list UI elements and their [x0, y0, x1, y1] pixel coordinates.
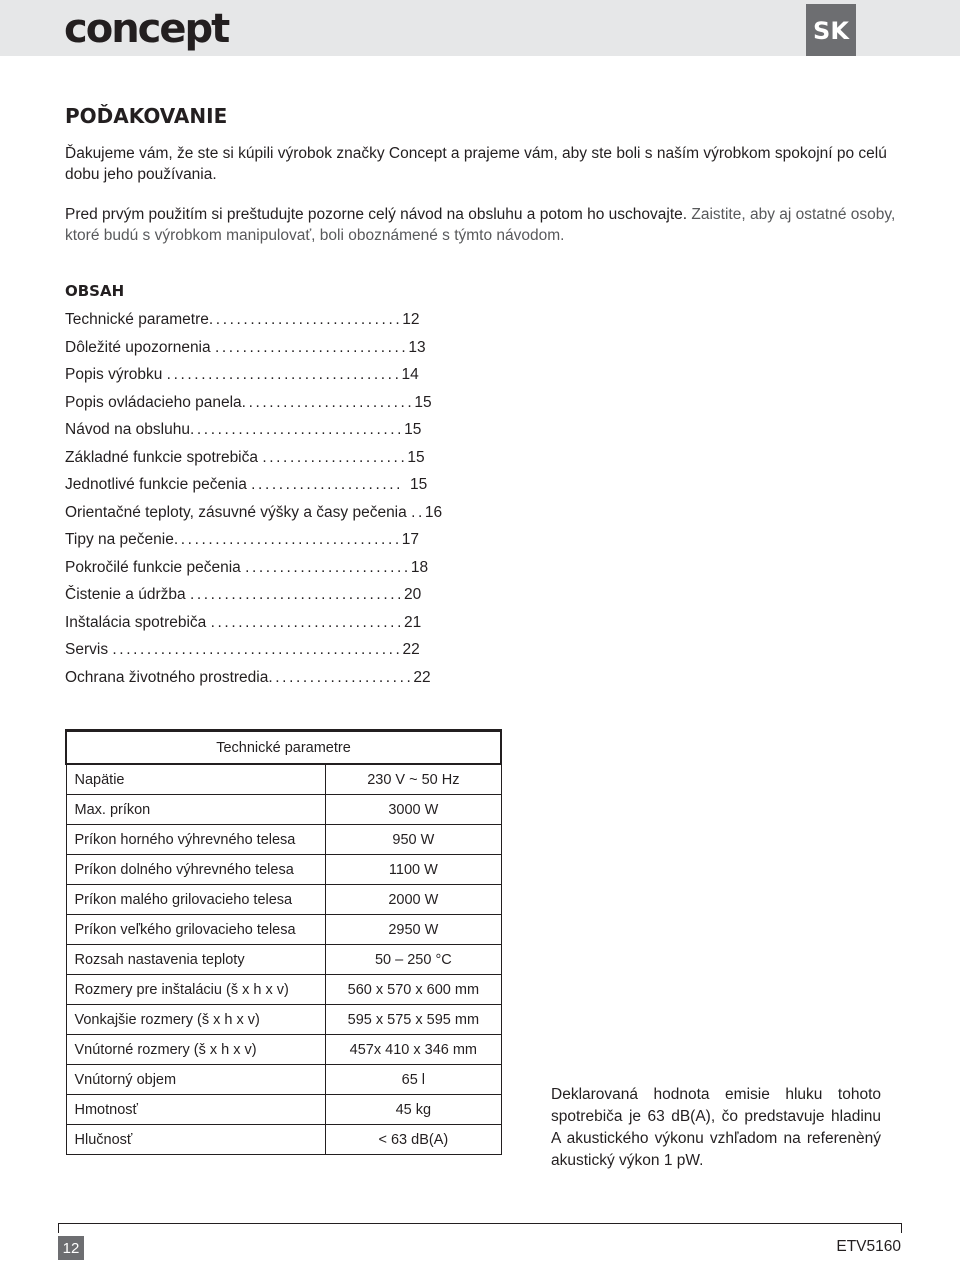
toc-item[interactable] — [65, 334, 445, 362]
table-row — [66, 825, 501, 855]
toc-item[interactable] — [65, 361, 445, 389]
toc-item[interactable] — [65, 609, 445, 637]
spec-label: Vonkajšie rozmery (š x h x v) — [66, 1005, 326, 1035]
spec-value: 2000 W — [326, 885, 501, 915]
footer-divider-left-tick — [58, 1223, 59, 1233]
toc-leader: ...................... — [251, 476, 410, 493]
table-row — [66, 1065, 501, 1095]
toc-leader: .................................. — [166, 366, 402, 383]
table-row — [66, 764, 501, 795]
spec-label: Rozmery pre inštaláciu (š x h x v) — [66, 975, 326, 1005]
brand-logo: concept — [64, 6, 229, 52]
toc-item-page: 15 — [409, 476, 428, 493]
table-row — [66, 1005, 501, 1035]
toc-item-page: 16 — [424, 503, 443, 521]
spec-value: 230 V ~ 50 Hz — [326, 764, 501, 795]
table-of-contents — [65, 306, 445, 691]
toc-item-label: Orientačné teploty, zásuvné výšky a časy pečenia — [65, 503, 412, 521]
toc-item[interactable] — [65, 444, 445, 472]
toc-item[interactable] — [65, 389, 445, 417]
noise-emission-note: Deklarovaná hodnota emisie hluku tohoto spotrebiča je 63 dB(A), čo predstavuje hladinu A akustického výkonu vzhľadom na referenèný akustický výkon 1 pW. — [551, 1086, 881, 1169]
toc-item-label: Dôležité upozornenia — [65, 338, 215, 356]
spec-value: 2950 W — [326, 915, 501, 945]
toc-item-page: 13 — [408, 338, 426, 356]
toc-leader: ..................... — [268, 668, 414, 686]
spec-value: 595 x 575 x 595 mm — [326, 1005, 501, 1035]
toc-title: OBSAH — [65, 282, 125, 300]
spec-value: 3000 W — [326, 795, 501, 825]
toc-leader: .. — [411, 503, 425, 521]
toc-item-label: Tipy na pečenie — [65, 531, 174, 548]
spec-value: 950 W — [326, 825, 501, 855]
toc-leader: .......................................... — [112, 641, 403, 658]
toc-item-label: Servis — [65, 641, 113, 658]
specs-table-header: Technické parametre — [66, 731, 501, 765]
toc-item-page: 21 — [404, 613, 422, 631]
toc-item-label: Základné funkcie spotrebiča — [65, 448, 263, 466]
spec-label: Vnútorný objem — [66, 1065, 326, 1095]
toc-item-label: Ochrana životného prostredia — [65, 668, 269, 686]
toc-item-label: Popis výrobku — [65, 366, 167, 383]
toc-item-label: Inštalácia spotrebiča — [65, 613, 211, 631]
toc-item[interactable] — [65, 554, 445, 582]
toc-item-page: 15 — [414, 393, 432, 411]
table-row — [66, 855, 501, 885]
page-number: 12 — [58, 1236, 84, 1260]
toc-item-label: Jednotlivé funkcie pečenia — [65, 476, 252, 493]
table-row — [66, 975, 501, 1005]
header-bar — [0, 0, 960, 56]
page-title: POĎAKOVANIE — [65, 104, 228, 128]
toc-item-page: 15 — [404, 421, 422, 438]
table-row — [66, 1125, 501, 1155]
toc-item-page: 22 — [402, 641, 420, 658]
toc-item[interactable] — [65, 416, 445, 444]
spec-label: Príkon horného výhrevného telesa — [66, 825, 326, 855]
toc-leader: ............................ — [214, 338, 409, 356]
toc-leader: ............................... — [189, 586, 405, 603]
toc-leader: ........................ — [245, 558, 411, 576]
table-row — [66, 795, 501, 825]
spec-value: 45 kg — [326, 1095, 501, 1125]
spec-label: Hmotnosť — [66, 1095, 326, 1125]
spec-label: Príkon veľkého grilovacieho telesa — [66, 915, 326, 945]
toc-item-label: Technické parametre — [65, 311, 209, 328]
language-badge: SK — [806, 4, 856, 56]
spec-value: 1100 W — [326, 855, 501, 885]
model-number: ETV5160 — [836, 1238, 901, 1255]
spec-label: Príkon dolného výhrevného telesa — [66, 855, 326, 885]
toc-item-page: 14 — [401, 366, 419, 383]
toc-item[interactable] — [65, 499, 445, 527]
toc-item-page: 17 — [401, 531, 420, 548]
toc-leader: ............................ — [208, 311, 403, 328]
toc-item[interactable] — [65, 306, 445, 334]
table-row — [66, 1095, 501, 1125]
table-row — [66, 885, 501, 915]
spec-label: Hlučnosť — [66, 1125, 326, 1155]
intro-sentence-1: Pred prvým použitím si preštudujte pozorne celý návod na obsluhu a potom ho uschovajte. — [65, 206, 688, 223]
specs-table — [65, 729, 502, 1155]
spec-value: < 63 dB(A) — [326, 1125, 501, 1155]
intro-sentence-2: Zaistite, aby aj ostatné osoby, ktoré budú s výrobkom manipulovať, boli oboznámené s týmto návodom. — [65, 206, 896, 244]
toc-item[interactable] — [65, 636, 445, 664]
spec-value: 50 – 250 °C — [326, 945, 501, 975]
spec-label: Vnútorné rozmery (š x h x v) — [66, 1035, 326, 1065]
spec-label: Napätie — [66, 764, 326, 795]
spec-value: 457x 410 x 346 mm — [326, 1035, 501, 1065]
footer-divider-right-tick — [901, 1223, 902, 1233]
toc-leader: ................................. — [173, 531, 402, 548]
spec-value: 65 l — [326, 1065, 501, 1095]
toc-item-page: 20 — [404, 586, 422, 603]
toc-leader: ............................ — [210, 613, 404, 631]
toc-leader: ..................... — [262, 448, 408, 466]
spec-label: Rozsah nastavenia teploty — [66, 945, 326, 975]
toc-item-label: Čistenie a údržba — [65, 586, 190, 603]
footer-divider — [58, 1223, 902, 1224]
toc-item-label: Popis ovládacieho panela — [65, 393, 242, 411]
toc-item[interactable] — [65, 664, 445, 692]
toc-item-page: 12 — [402, 311, 420, 328]
toc-item-label: Pokročilé funkcie pečenia — [65, 558, 246, 576]
toc-item-page: 18 — [410, 558, 429, 576]
table-row — [66, 945, 501, 975]
intro-paragraph-2 — [65, 204, 915, 246]
toc-item[interactable] — [65, 471, 445, 499]
spec-label: Max. príkon — [66, 795, 326, 825]
toc-leader: ......................... — [241, 393, 415, 411]
toc-item-page: 22 — [413, 668, 431, 686]
toc-item[interactable] — [65, 526, 445, 554]
table-row — [66, 915, 501, 945]
toc-item-page: 15 — [407, 448, 425, 466]
toc-item[interactable] — [65, 581, 445, 609]
toc-item-label: Návod na obsluhu — [65, 421, 190, 438]
spec-value: 560 x 570 x 600 mm — [326, 975, 501, 1005]
specs-table-header-row — [66, 731, 501, 765]
spec-label: Príkon malého grilovacieho telesa — [66, 885, 326, 915]
intro-paragraph-1: Ďakujeme vám, že ste si kúpili výrobok značky Concept a prajeme vám, aby ste boli s naším výrobkom spokojní po celú dobu jeho používania. — [65, 145, 887, 183]
table-row — [66, 1035, 501, 1065]
toc-leader: ............................... — [189, 421, 405, 438]
